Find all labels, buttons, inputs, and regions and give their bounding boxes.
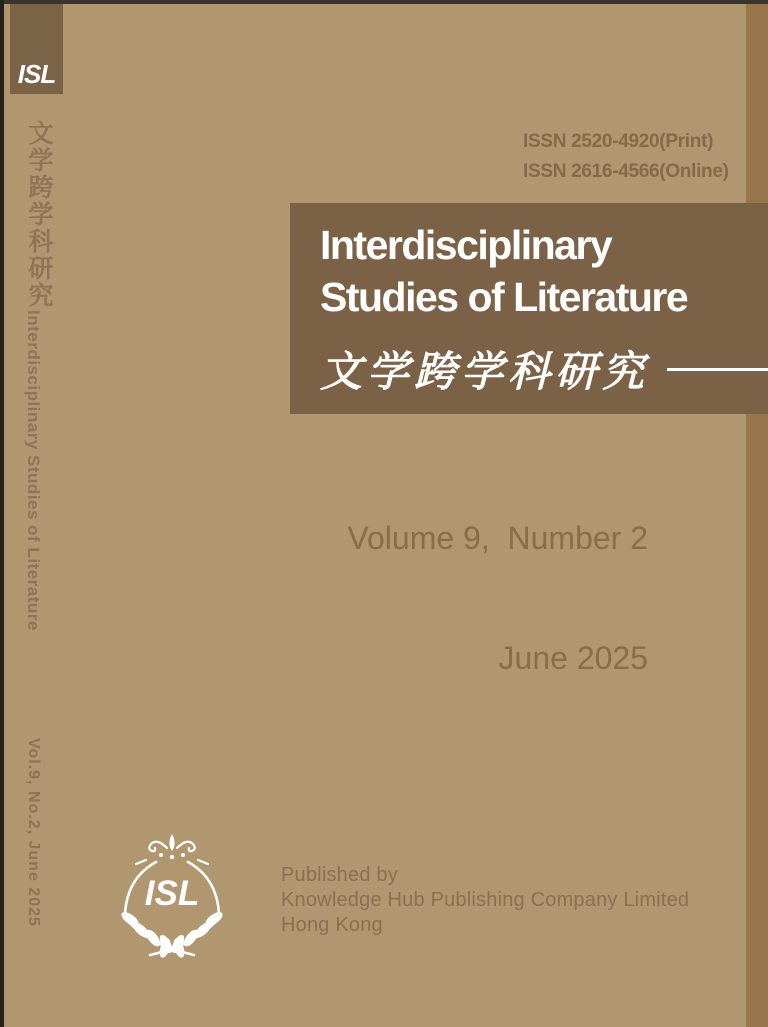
publisher-location: Hong Kong bbox=[281, 914, 383, 936]
published-by-label: Published by bbox=[281, 864, 398, 886]
journal-title-chinese: 文学跨学科研究 bbox=[320, 347, 650, 396]
flourish-left-curl bbox=[149, 842, 167, 851]
publisher-block bbox=[281, 863, 689, 938]
issn-online: ISSN 2616-4566(Online) bbox=[523, 161, 729, 182]
journal-title-line1: Interdisciplinary bbox=[320, 222, 612, 268]
spine-title-chinese: 文学跨学科研究 bbox=[25, 120, 54, 309]
spine-logo-box bbox=[10, 4, 63, 94]
publisher-name: Knowledge Hub Publishing Company Limited bbox=[281, 889, 690, 911]
laurel-logo-text: ISL bbox=[144, 874, 200, 913]
top-border bbox=[0, 0, 768, 4]
volume-number: Volume 9, Number 2 bbox=[347, 520, 648, 556]
flourish-petal bbox=[169, 834, 174, 851]
title-banner bbox=[290, 203, 768, 414]
left-dash bbox=[136, 860, 146, 864]
journal-title-chinese-row bbox=[320, 339, 768, 399]
issue-date: June 2025 bbox=[498, 640, 648, 676]
flourish-right-curl bbox=[177, 842, 195, 851]
decorative-rule bbox=[667, 368, 768, 371]
isl-laurel-logo-icon bbox=[112, 831, 232, 964]
spine-logo-text: ISL bbox=[17, 59, 56, 89]
page-edge-strip bbox=[746, 4, 768, 1027]
issn-print: ISSN 2520-4920(Print) bbox=[523, 131, 714, 152]
right-dash bbox=[198, 860, 208, 864]
issn-block bbox=[523, 127, 729, 187]
journal-title-line2: Studies of Literature bbox=[320, 274, 688, 320]
left-border bbox=[0, 0, 4, 1027]
spine-issue-info: Vol.9, No.2, June 2025 bbox=[25, 738, 42, 927]
spine-title-english: Interdisciplinary Studies of Literature bbox=[24, 310, 43, 631]
journal-title bbox=[320, 219, 768, 323]
issue-info-block bbox=[347, 438, 648, 758]
